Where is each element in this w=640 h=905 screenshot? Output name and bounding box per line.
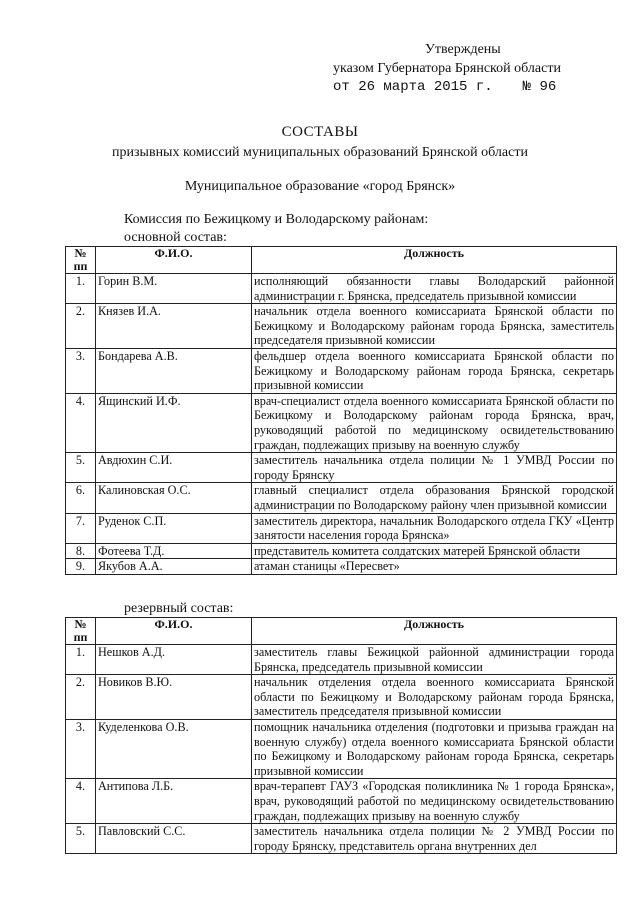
table-row bbox=[66, 393, 617, 452]
row-position: врач-терапевт ГАУЗ «Городская поликлиника № 1 города Брянска», врач, руководящий работой по медицинскому освидетельствованию граждан, подлежащих призыву на военную службу bbox=[252, 779, 617, 824]
approval-decree: указом Губернатора Брянской области bbox=[333, 61, 561, 76]
table-row bbox=[66, 453, 617, 483]
row-name: Якубов А.А. bbox=[96, 559, 252, 575]
row-name: Антипова Л.Б. bbox=[96, 779, 252, 824]
row-num: 8. bbox=[66, 543, 96, 559]
row-position: заместитель начальника отдела полиции № 2 УМВД России по городу Брянску, представитель органа внутренних дел bbox=[252, 824, 617, 854]
approval-date-line bbox=[333, 78, 561, 97]
row-position: фельдшер отдела военного комиссариата Брянской области по Бежицкому и Володарскому районам города Брянска, секретарь призывной комиссии bbox=[252, 348, 617, 393]
main-composition-table bbox=[65, 246, 617, 575]
row-position: заместитель директора, начальник Володарского отдела ГКУ «Центр занятости населения города Брянска» bbox=[252, 513, 617, 543]
commission-heading: Комиссия по Бежицкому и Володарскому районам: bbox=[124, 212, 429, 227]
approval-date: от 26 марта 2015 г. bbox=[333, 79, 493, 95]
approval-number: № 96 bbox=[522, 79, 557, 95]
row-name: Князев И.А. bbox=[96, 304, 252, 349]
reserve-composition-table bbox=[65, 617, 617, 854]
header-name: Ф.И.О. bbox=[96, 247, 252, 274]
row-num: 2. bbox=[66, 304, 96, 349]
row-num: 3. bbox=[66, 348, 96, 393]
table-row bbox=[66, 274, 617, 304]
row-name: Калиновская О.С. bbox=[96, 483, 252, 513]
table-row bbox=[66, 483, 617, 513]
row-name: Фотеева Т.Д. bbox=[96, 543, 252, 559]
header-position: Должность bbox=[252, 618, 617, 645]
header-position: Должность bbox=[252, 247, 617, 274]
table-row bbox=[66, 645, 617, 675]
document-subtitle: призывных комиссий муниципальных образований Брянской области bbox=[112, 145, 528, 160]
table-header-row bbox=[66, 247, 617, 274]
row-num: 9. bbox=[66, 559, 96, 575]
row-name: Авдюхин С.И. bbox=[96, 453, 252, 483]
row-num: 5. bbox=[66, 453, 96, 483]
header-num: № пп bbox=[66, 247, 96, 274]
row-position: начальник отделения отдела военного комиссариата Брянской области по Бежицкому и Володарскому районам города Брянска, заместитель председателя призывной комиссии bbox=[252, 675, 617, 720]
table-row bbox=[66, 543, 617, 559]
row-num: 1. bbox=[66, 645, 96, 675]
row-name: Павловский С.С. bbox=[96, 824, 252, 854]
row-name: Куделенкова О.В. bbox=[96, 719, 252, 778]
row-num: 4. bbox=[66, 393, 96, 452]
table-row bbox=[66, 824, 617, 854]
row-num: 4. bbox=[66, 779, 96, 824]
table-row bbox=[66, 559, 617, 575]
table-row bbox=[66, 513, 617, 543]
table-row bbox=[66, 304, 617, 349]
row-num: 7. bbox=[66, 513, 96, 543]
row-name: Бондарева А.В. bbox=[96, 348, 252, 393]
row-name: Ящинский И.Ф. bbox=[96, 393, 252, 452]
table-row bbox=[66, 348, 617, 393]
row-position: главный специалист отдела образования Брянской городской администрации по Володарскому району член призывной комиссии bbox=[252, 483, 617, 513]
row-num: 3. bbox=[66, 719, 96, 778]
table-header-row bbox=[66, 618, 617, 645]
header-name: Ф.И.О. bbox=[96, 618, 252, 645]
table-row bbox=[66, 719, 617, 778]
row-position: начальник отдела военного комиссариата Брянской области по Бежицкому и Володарскому районам города Брянска, заместитель председателя призывной комиссии bbox=[252, 304, 617, 349]
row-num: 5. bbox=[66, 824, 96, 854]
header-num: № пп bbox=[66, 618, 96, 645]
row-position: исполняющий обязанности главы Володарский районной администрации г. Брянска, председатель призывной комиссии bbox=[252, 274, 617, 304]
row-name: Горин В.М. bbox=[96, 274, 252, 304]
document-title: СОСТАВЫ bbox=[281, 124, 359, 140]
row-num: 2. bbox=[66, 675, 96, 720]
reserve-composition-label: резервный состав: bbox=[124, 601, 234, 616]
approval-stamp bbox=[333, 40, 561, 97]
row-num: 6. bbox=[66, 483, 96, 513]
row-position: представитель комитета солдатских матерей Брянской области bbox=[252, 543, 617, 559]
row-position: заместитель главы Бежицкой районной администрации города Брянска, председатель призывной комиссии bbox=[252, 645, 617, 675]
approval-line: Утверждены bbox=[425, 42, 501, 57]
row-position: врач-специалист отдела военного комиссариата Брянской области по Бежицкому и Володарскому районам города Брянска, врач, руководящий работой по медицинскому освидетельствованию граждан, подлежащих призыву на военную службу bbox=[252, 393, 617, 452]
row-num: 1. bbox=[66, 274, 96, 304]
row-position: заместитель начальника отдела полиции № 1 УМВД России по городу Брянску bbox=[252, 453, 617, 483]
row-position: атаман станицы «Пересвет» bbox=[252, 559, 617, 575]
row-name: Новиков В.Ю. bbox=[96, 675, 252, 720]
row-name: Нешков А.Д. bbox=[96, 645, 252, 675]
row-name: Руденок С.П. bbox=[96, 513, 252, 543]
municipality-heading: Муниципальное образование «город Брянск» bbox=[184, 179, 456, 194]
table-row bbox=[66, 675, 617, 720]
table-row bbox=[66, 779, 617, 824]
main-composition-label: основной состав: bbox=[124, 230, 227, 245]
row-position: помощник начальника отделения (подготовки и призыва граждан на военную службу) отдела военного комиссариата Брянской области по Бежицкому и Володарскому районам города Брянска, секретарь призывной комиссии bbox=[252, 719, 617, 778]
